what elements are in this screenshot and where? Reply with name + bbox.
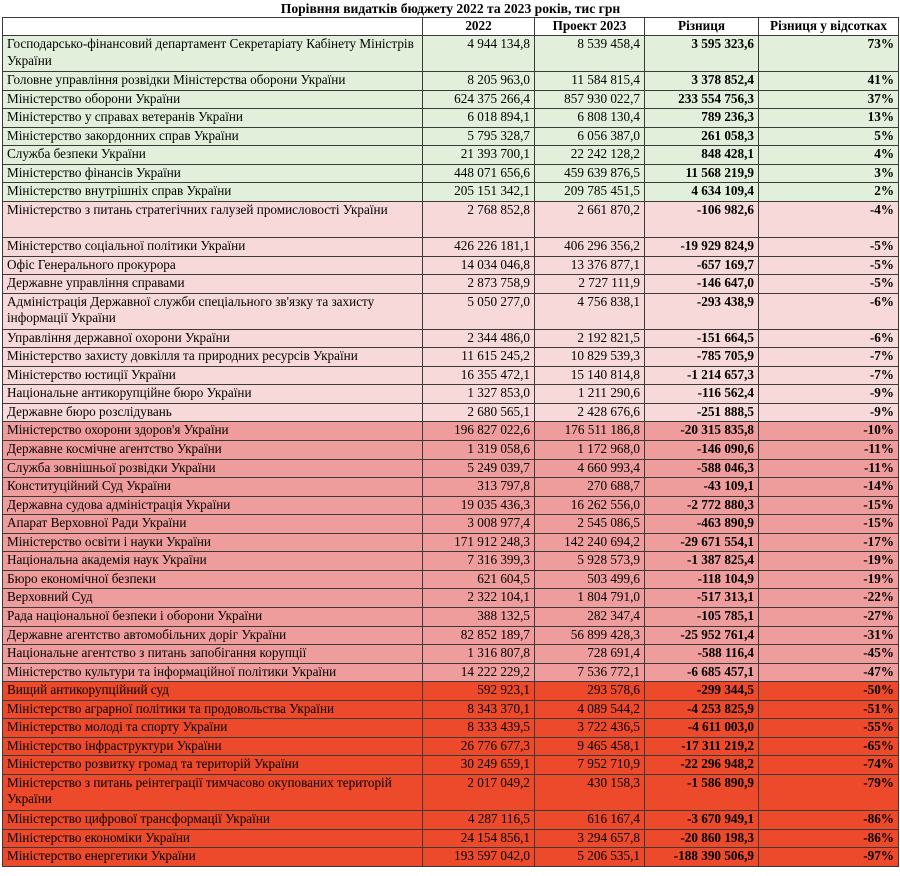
- table-row: [3, 183, 899, 202]
- cell-2023: 7 536 772,1: [535, 663, 645, 682]
- cell-difference: -4 253 825,9: [645, 700, 759, 719]
- table-row: [3, 810, 899, 829]
- cell-percent: 4%: [759, 146, 899, 165]
- cell-department: Міністерство внутрішніх справ України: [3, 183, 423, 202]
- cell-difference: -116 562,4: [645, 385, 759, 404]
- cell-2023: 7 952 710,9: [535, 756, 645, 775]
- cell-percent: -5%: [759, 256, 899, 275]
- table-row: [3, 552, 899, 571]
- cell-2023: 293 578,6: [535, 682, 645, 701]
- cell-department: Національне агентство з питань запобігання корупції: [3, 645, 423, 664]
- cell-percent: -10%: [759, 422, 899, 441]
- cell-percent: -15%: [759, 496, 899, 515]
- cell-2023: 10 829 539,3: [535, 348, 645, 367]
- table-row: [3, 72, 899, 91]
- budget-comparison-table: [2, 0, 899, 867]
- cell-percent: -11%: [759, 441, 899, 460]
- cell-difference: -251 888,5: [645, 403, 759, 422]
- cell-department: Міністерство охорони здоров'я України: [3, 422, 423, 441]
- cell-2023: 16 262 556,0: [535, 496, 645, 515]
- cell-2023: 176 511 186,8: [535, 422, 645, 441]
- table-row: [3, 570, 899, 589]
- cell-difference: 4 634 109,4: [645, 183, 759, 202]
- cell-percent: -55%: [759, 719, 899, 738]
- table-row: [3, 478, 899, 497]
- cell-department: Апарат Верховної Ради України: [3, 515, 423, 534]
- cell-difference: -146 090,6: [645, 441, 759, 460]
- cell-department: Міністерство культури та інформаційної політики України: [3, 663, 423, 682]
- cell-difference: -4 611 003,0: [645, 719, 759, 738]
- cell-percent: -86%: [759, 810, 899, 829]
- table-row: [3, 127, 899, 146]
- table-row: [3, 515, 899, 534]
- cell-2023: 11 584 815,4: [535, 72, 645, 91]
- cell-2022: 8 205 963,0: [423, 72, 535, 91]
- cell-percent: -27%: [759, 607, 899, 626]
- cell-2023: 728 691,4: [535, 645, 645, 664]
- cell-department: Офіс Генерального прокурора: [3, 256, 423, 275]
- cell-difference: -293 438,9: [645, 293, 759, 329]
- cell-2023: 56 899 428,3: [535, 626, 645, 645]
- table-row: [3, 238, 899, 257]
- cell-department: Бюро економічної безпеки: [3, 570, 423, 589]
- table-row: [3, 164, 899, 183]
- cell-difference: -118 104,9: [645, 570, 759, 589]
- cell-department: Міністерство розвитку громад та територій України: [3, 756, 423, 775]
- cell-department: Міністерство фінансів України: [3, 164, 423, 183]
- cell-percent: -5%: [759, 238, 899, 257]
- cell-2023: 2 727 111,9: [535, 275, 645, 294]
- cell-2023: 2 545 086,5: [535, 515, 645, 534]
- cell-difference: -146 647,0: [645, 275, 759, 294]
- cell-2022: 2 017 049,2: [423, 774, 535, 810]
- cell-2022: 8 333 439,5: [423, 719, 535, 738]
- table-row: [3, 256, 899, 275]
- cell-difference: 3 378 852,4: [645, 72, 759, 91]
- cell-2023: 503 499,6: [535, 570, 645, 589]
- cell-difference: -3 670 949,1: [645, 810, 759, 829]
- cell-percent: 2%: [759, 183, 899, 202]
- cell-department: Міністерство соціальної політики України: [3, 238, 423, 257]
- cell-difference: 789 236,3: [645, 109, 759, 128]
- cell-2022: 82 852 189,7: [423, 626, 535, 645]
- cell-percent: -4%: [759, 201, 899, 237]
- cell-2022: 624 375 266,4: [423, 90, 535, 109]
- cell-department: Міністерство закордонних справ України: [3, 127, 423, 146]
- cell-percent: -7%: [759, 366, 899, 385]
- cell-percent: -9%: [759, 385, 899, 404]
- cell-difference: -105 785,1: [645, 607, 759, 626]
- table-row: [3, 848, 899, 867]
- cell-2023: 6 808 130,4: [535, 109, 645, 128]
- cell-department: Міністерство з питань реінтеграції тимчасово окупованих територій України: [3, 774, 423, 810]
- cell-percent: -19%: [759, 570, 899, 589]
- cell-percent: 13%: [759, 109, 899, 128]
- cell-difference: 3 595 323,6: [645, 36, 759, 72]
- cell-difference: -29 671 554,1: [645, 533, 759, 552]
- cell-2022: 24 154 856,1: [423, 829, 535, 848]
- cell-2023: 1 172 968,0: [535, 441, 645, 460]
- cell-department: Господарсько-фінансовий департамент Секретаріату Кабінету Міністрів України: [3, 36, 423, 72]
- cell-2023: 857 930 022,7: [535, 90, 645, 109]
- cell-department: Державне агентство автомобільних доріг України: [3, 626, 423, 645]
- cell-2022: 6 018 894,1: [423, 109, 535, 128]
- cell-department: Державне управління справами: [3, 275, 423, 294]
- cell-2022: 1 319 058,6: [423, 441, 535, 460]
- cell-2023: 282 347,4: [535, 607, 645, 626]
- table-row: [3, 329, 899, 348]
- cell-percent: -51%: [759, 700, 899, 719]
- cell-2023: 4 089 544,2: [535, 700, 645, 719]
- table-row: [3, 441, 899, 460]
- cell-department: Державна судова адміністрація України: [3, 496, 423, 515]
- cell-difference: -19 929 824,9: [645, 238, 759, 257]
- cell-2023: 8 539 458,4: [535, 36, 645, 72]
- cell-2022: 26 776 677,3: [423, 737, 535, 756]
- cell-difference: -657 169,7: [645, 256, 759, 275]
- cell-department: Міністерство у справах ветеранів України: [3, 109, 423, 128]
- table-row: [3, 756, 899, 775]
- cell-2022: 1 327 853,0: [423, 385, 535, 404]
- cell-percent: -19%: [759, 552, 899, 571]
- cell-department: Служба безпеки України: [3, 146, 423, 165]
- cell-2022: 592 923,1: [423, 682, 535, 701]
- cell-percent: -17%: [759, 533, 899, 552]
- cell-difference: -785 705,9: [645, 348, 759, 367]
- cell-2023: 270 688,7: [535, 478, 645, 497]
- cell-2022: 205 151 342,1: [423, 183, 535, 202]
- table-row: [3, 589, 899, 608]
- cell-difference: -25 952 761,4: [645, 626, 759, 645]
- cell-2023: 616 167,4: [535, 810, 645, 829]
- cell-2023: 459 639 876,5: [535, 164, 645, 183]
- cell-percent: 5%: [759, 127, 899, 146]
- cell-difference: -17 311 219,2: [645, 737, 759, 756]
- cell-2023: 2 428 676,6: [535, 403, 645, 422]
- cell-department: Міністерство освіти і науки України: [3, 533, 423, 552]
- cell-department: Національне антикорупційне бюро України: [3, 385, 423, 404]
- cell-2022: 4 944 134,8: [423, 36, 535, 72]
- table-row: [3, 146, 899, 165]
- table-body: [3, 36, 899, 867]
- cell-difference: -20 860 198,3: [645, 829, 759, 848]
- cell-percent: -7%: [759, 348, 899, 367]
- cell-percent: -6%: [759, 329, 899, 348]
- cell-2022: 19 035 436,3: [423, 496, 535, 515]
- table-row: [3, 403, 899, 422]
- cell-2022: 5 050 277,0: [423, 293, 535, 329]
- table-row: [3, 366, 899, 385]
- table-row: [3, 109, 899, 128]
- cell-percent: -6%: [759, 293, 899, 329]
- cell-2023: 142 240 694,2: [535, 533, 645, 552]
- cell-2022: 2 322 104,1: [423, 589, 535, 608]
- cell-difference: -20 315 835,8: [645, 422, 759, 441]
- cell-2022: 621 604,5: [423, 570, 535, 589]
- cell-department: Державне бюро розслідувань: [3, 403, 423, 422]
- cell-2023: 5 206 535,1: [535, 848, 645, 867]
- cell-difference: -151 664,5: [645, 329, 759, 348]
- cell-department: Головне управління розвідки Міністерства оборони України: [3, 72, 423, 91]
- cell-department: Міністерство захисту довкілля та природних ресурсів України: [3, 348, 423, 367]
- cell-2023: 9 465 458,1: [535, 737, 645, 756]
- cell-2022: 7 316 399,3: [423, 552, 535, 571]
- table-row: [3, 293, 899, 329]
- header-pct: Різниця у відсотках: [759, 18, 899, 36]
- cell-2022: 14 222 229,2: [423, 663, 535, 682]
- table-title: Порівння видатків бюджету 2022 та 2023 років, тис грн: [3, 0, 899, 18]
- cell-difference: -517 313,1: [645, 589, 759, 608]
- cell-2023: 4 660 993,4: [535, 459, 645, 478]
- table-row: [3, 36, 899, 72]
- cell-difference: -299 344,5: [645, 682, 759, 701]
- table-row: [3, 533, 899, 552]
- table-row: [3, 496, 899, 515]
- cell-department: Міністерство цифрової трансформації України: [3, 810, 423, 829]
- cell-difference: 848 428,1: [645, 146, 759, 165]
- header-name: [3, 18, 423, 36]
- cell-2022: 11 615 245,2: [423, 348, 535, 367]
- cell-percent: 41%: [759, 72, 899, 91]
- cell-percent: 37%: [759, 90, 899, 109]
- cell-difference: -1 214 657,3: [645, 366, 759, 385]
- table-row: [3, 607, 899, 626]
- cell-2022: 2 768 852,8: [423, 201, 535, 237]
- cell-2022: 5 795 328,7: [423, 127, 535, 146]
- cell-department: Верховний Суд: [3, 589, 423, 608]
- cell-2023: 1 804 791,0: [535, 589, 645, 608]
- cell-difference: -22 296 948,2: [645, 756, 759, 775]
- cell-2022: 171 912 248,3: [423, 533, 535, 552]
- header-diff: Різниця: [645, 18, 759, 36]
- cell-2022: 3 008 977,4: [423, 515, 535, 534]
- cell-department: Міністерство юстиції України: [3, 366, 423, 385]
- cell-2023: 209 785 451,5: [535, 183, 645, 202]
- table-row: [3, 422, 899, 441]
- table-row: [3, 663, 899, 682]
- cell-2022: 193 597 042,0: [423, 848, 535, 867]
- cell-2023: 15 140 814,8: [535, 366, 645, 385]
- cell-2022: 1 316 807,8: [423, 645, 535, 664]
- cell-difference: -188 390 506,9: [645, 848, 759, 867]
- cell-2022: 388 132,5: [423, 607, 535, 626]
- table-row: [3, 737, 899, 756]
- cell-2022: 5 249 039,7: [423, 459, 535, 478]
- cell-2023: 2 192 821,5: [535, 329, 645, 348]
- cell-department: Державне космічне агентство України: [3, 441, 423, 460]
- table-row: [3, 700, 899, 719]
- cell-department: Міністерство з питань стратегічних галузей промисловості України: [3, 201, 423, 237]
- cell-percent: -5%: [759, 275, 899, 294]
- cell-difference: -6 685 457,1: [645, 663, 759, 682]
- cell-2023: 6 056 387,0: [535, 127, 645, 146]
- cell-percent: -79%: [759, 774, 899, 810]
- cell-department: Конституційний Суд України: [3, 478, 423, 497]
- cell-department: Вищий антикорупційний суд: [3, 682, 423, 701]
- table-row: [3, 201, 899, 237]
- table-row: [3, 829, 899, 848]
- cell-percent: -22%: [759, 589, 899, 608]
- table-row: [3, 774, 899, 810]
- cell-difference: -2 772 880,3: [645, 496, 759, 515]
- cell-percent: -65%: [759, 737, 899, 756]
- cell-percent: -97%: [759, 848, 899, 867]
- cell-department: Служба зовнішньої розвідки України: [3, 459, 423, 478]
- table-row: [3, 348, 899, 367]
- cell-department: Адміністрація Державної служби спеціального зв'язку та захисту інформації України: [3, 293, 423, 329]
- cell-2022: 448 071 656,6: [423, 164, 535, 183]
- cell-2022: 2 680 565,1: [423, 403, 535, 422]
- cell-difference: -588 116,4: [645, 645, 759, 664]
- cell-department: Управління державної охорони України: [3, 329, 423, 348]
- cell-2022: 2 344 486,0: [423, 329, 535, 348]
- cell-2022: 313 797,8: [423, 478, 535, 497]
- cell-2022: 196 827 022,6: [423, 422, 535, 441]
- cell-difference: -1 586 890,9: [645, 774, 759, 810]
- cell-percent: -86%: [759, 829, 899, 848]
- cell-2023: 4 756 838,1: [535, 293, 645, 329]
- cell-2022: 8 343 370,1: [423, 700, 535, 719]
- cell-percent: -31%: [759, 626, 899, 645]
- cell-difference: -588 046,3: [645, 459, 759, 478]
- table-row: [3, 459, 899, 478]
- table-row: [3, 275, 899, 294]
- cell-2023: 406 296 356,2: [535, 238, 645, 257]
- cell-2022: 14 034 046,8: [423, 256, 535, 275]
- cell-percent: -9%: [759, 403, 899, 422]
- cell-2023: 3 294 657,8: [535, 829, 645, 848]
- cell-percent: -14%: [759, 478, 899, 497]
- cell-2023: 1 211 290,6: [535, 385, 645, 404]
- cell-percent: 3%: [759, 164, 899, 183]
- cell-2022: 16 355 472,1: [423, 366, 535, 385]
- table-row: [3, 682, 899, 701]
- header-2022: 2022: [423, 18, 535, 36]
- cell-2022: 2 873 758,9: [423, 275, 535, 294]
- table-row: [3, 385, 899, 404]
- cell-department: Рада національної безпеки і оборони України: [3, 607, 423, 626]
- cell-percent: -15%: [759, 515, 899, 534]
- cell-2023: 430 158,3: [535, 774, 645, 810]
- cell-2023: 22 242 128,2: [535, 146, 645, 165]
- table-row: [3, 626, 899, 645]
- table-row: [3, 719, 899, 738]
- cell-percent: -50%: [759, 682, 899, 701]
- table-row: [3, 645, 899, 664]
- cell-2023: 2 661 870,2: [535, 201, 645, 237]
- cell-department: Міністерство молоді та спорту України: [3, 719, 423, 738]
- cell-difference: -1 387 825,4: [645, 552, 759, 571]
- cell-department: Національна академія наук України: [3, 552, 423, 571]
- cell-2022: 21 393 700,1: [423, 146, 535, 165]
- cell-percent: 73%: [759, 36, 899, 72]
- table-row: [3, 90, 899, 109]
- cell-department: Міністерство інфраструктури України: [3, 737, 423, 756]
- cell-2023: 5 928 573,9: [535, 552, 645, 571]
- cell-difference: -106 982,6: [645, 201, 759, 237]
- cell-percent: -45%: [759, 645, 899, 664]
- cell-department: Міністерство економіки України: [3, 829, 423, 848]
- cell-percent: -74%: [759, 756, 899, 775]
- cell-department: Міністерство оборони України: [3, 90, 423, 109]
- cell-2023: 3 722 436,5: [535, 719, 645, 738]
- cell-difference: 11 568 219,9: [645, 164, 759, 183]
- cell-difference: 261 058,3: [645, 127, 759, 146]
- cell-percent: -11%: [759, 459, 899, 478]
- cell-difference: 233 554 756,3: [645, 90, 759, 109]
- cell-percent: -47%: [759, 663, 899, 682]
- header-2023: Проект 2023: [535, 18, 645, 36]
- cell-difference: -463 890,9: [645, 515, 759, 534]
- cell-2022: 4 287 116,5: [423, 810, 535, 829]
- cell-2022: 30 249 659,1: [423, 756, 535, 775]
- cell-difference: -43 109,1: [645, 478, 759, 497]
- cell-department: Міністерство аграрної політики та продовольства України: [3, 700, 423, 719]
- cell-2023: 13 376 877,1: [535, 256, 645, 275]
- cell-department: Міністерство енергетики України: [3, 848, 423, 867]
- cell-2022: 426 226 181,1: [423, 238, 535, 257]
